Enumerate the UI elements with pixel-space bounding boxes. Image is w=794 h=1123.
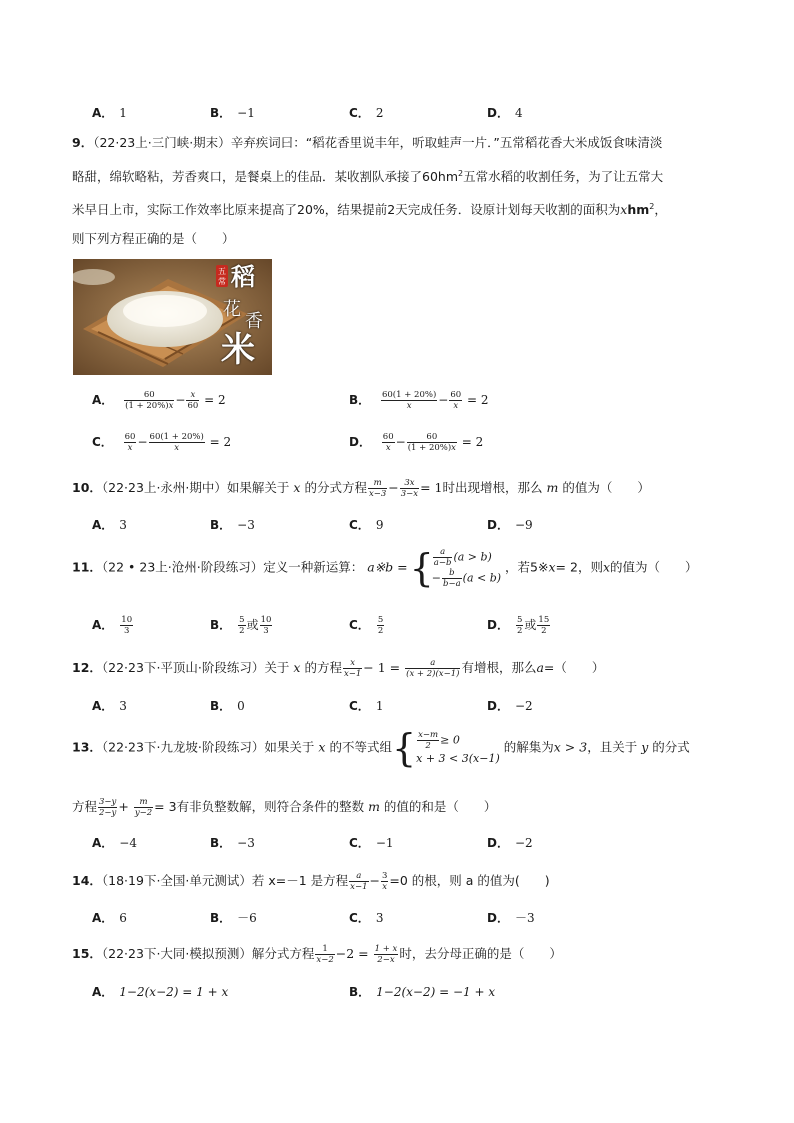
- q14-option-b: B． －6: [210, 911, 257, 925]
- q10-option-d: D． −9: [487, 518, 533, 532]
- image-char-wu: 五: [218, 267, 226, 276]
- q10-option-b: B． −3: [210, 518, 255, 532]
- q13-stem-line-1: 13．（22·23下·九龙坡·阶段练习）如果关于 x 的不等式组{ $\frac{x-m}{2}$ ≥ 0 x + 3 < 3(x−1) 的解集为x > 3，且关于 y 的分式: [72, 726, 690, 770]
- q8-option-c: C． 2: [349, 106, 384, 120]
- q9-line-4: 则下列方程正确的是（ ）: [72, 231, 235, 246]
- q13-stem-line-2: 方程 $\frac{3-y}{2-y}$ + $\frac{m}{y-2}$ = 3有非负整数解，则符合条件的整数 m 的值的和是（ ）: [72, 797, 497, 818]
- image-char-mi: 米: [221, 330, 255, 370]
- q13-option-b: B． −3: [210, 836, 255, 850]
- q9-option-d: D． $\frac{60}{x}$ − $\frac{60}{(1 + 20\%)x}$ = 2: [349, 432, 484, 453]
- q9-option-a: A． $\frac{60}{(1 + 20\%)x}$ − $\frac{x}{60}$ = 2: [92, 390, 226, 411]
- q11-option-c: C． $\frac{5}{2}$: [349, 615, 384, 636]
- q9-line-3: 米早日上市，实际工作效率比原来提高了20%，结果提前2天完成任务．设原计划每天收割的面积为xhm$^2$，: [72, 202, 667, 218]
- q10-option-c: C． 9: [349, 518, 384, 532]
- q11-option-d: D． $\frac{5}{2}$ 或 $\frac{15}{2}$: [487, 615, 550, 636]
- q12-stem: 12．（22·23下·平顶山·阶段练习）关于 x 的方程 $\frac{x}{x-1}$ − 1 = $\frac{a}{(x + 2)(x-1)}$ 有增根，那么a=（ ）: [72, 658, 605, 679]
- q14-option-c: C． 3: [349, 911, 384, 925]
- q14-option-d: D． －3: [487, 911, 535, 925]
- q11-stem: 11．（22 • 23上·沧州·阶段练习）定义一种新运算： a※b = { $\frac{a}{a-b}$ (a > b) − $\frac{b}{b-a}$ (a < b) ，若5※x= 2，则x的值为（ ）: [72, 546, 698, 590]
- q15-option-b: B． 1−2(x−2) = −1 + x: [349, 985, 496, 999]
- q8-option-a: A． 1: [92, 106, 127, 120]
- q13-option-a: A． −4: [92, 836, 137, 850]
- q10-stem: 10．（22·23上·永州·期中）如果解关于 x 的分式方程 $\frac{m}{x-3}$ − $\frac{3x}{3-x}$ = 1时出现增根，那么 m 的值为（ ）: [72, 478, 650, 499]
- q10-option-a: A． 3: [92, 518, 127, 532]
- q12-option-d: D． −2: [487, 699, 533, 713]
- q12-option-c: C． 1: [349, 699, 384, 713]
- q14-stem: 14．（18·19下·全国·单元测试）若 x=－1 是方程 $\frac{a}{x-1}$ − $\frac{3}{x}$ =0 的根，则 a 的值为( ): [72, 871, 550, 892]
- q11-option-a: A． $\frac{10}{3}$: [92, 615, 133, 636]
- image-char-chang: 常: [218, 277, 226, 286]
- q12-option-b: B． 0: [210, 699, 245, 713]
- q13-option-c: C． −1: [349, 836, 394, 850]
- image-char-hua: 花: [223, 299, 241, 320]
- q15-stem: 15．（22·23下·大同·模拟预测）解分式方程 $\frac{1}{x-2}$ −2 = $\frac{1 + x}{2-x}$ 时，去分母正确的是（ ）: [72, 944, 562, 965]
- image-char-dao: 稻: [231, 262, 255, 291]
- q8-option-d: D． 4: [487, 106, 523, 120]
- q11-option-b: B． $\frac{5}{2}$ 或 $\frac{10}{3}$: [210, 615, 272, 636]
- q9-line-2: 略甜，绵软略粘，芳香爽口，是餐桌上的佳品．某收割队承接了$60hm^2$五常水稻的收割任务，为了让五常大: [72, 169, 664, 185]
- image-char-xiang: 香: [245, 311, 263, 332]
- q9-option-b: B． $\frac{60(1 + 20\%)}{x}$ − $\frac{60}{x}$ = 2: [349, 390, 489, 411]
- q9-line-1: 9．（22·23上·三门峡·期末）辛弃疾词曰：“稻花香里说丰年，听取蛙声一片．”五常稻花香大米成饭食味清淡: [72, 135, 663, 150]
- q15-option-a: A． 1−2(x−2) = 1 + x: [92, 985, 229, 999]
- q8-option-b: B． −1: [210, 106, 255, 120]
- q9-option-c: C． $\frac{60}{x}$ − $\frac{60(1 + 20\%)}{x}$ = 2: [92, 432, 232, 453]
- q12-option-a: A． 3: [92, 699, 127, 713]
- q14-option-a: A． 6: [92, 911, 127, 925]
- rice-image: [73, 259, 272, 375]
- q13-option-d: D． −2: [487, 836, 533, 850]
